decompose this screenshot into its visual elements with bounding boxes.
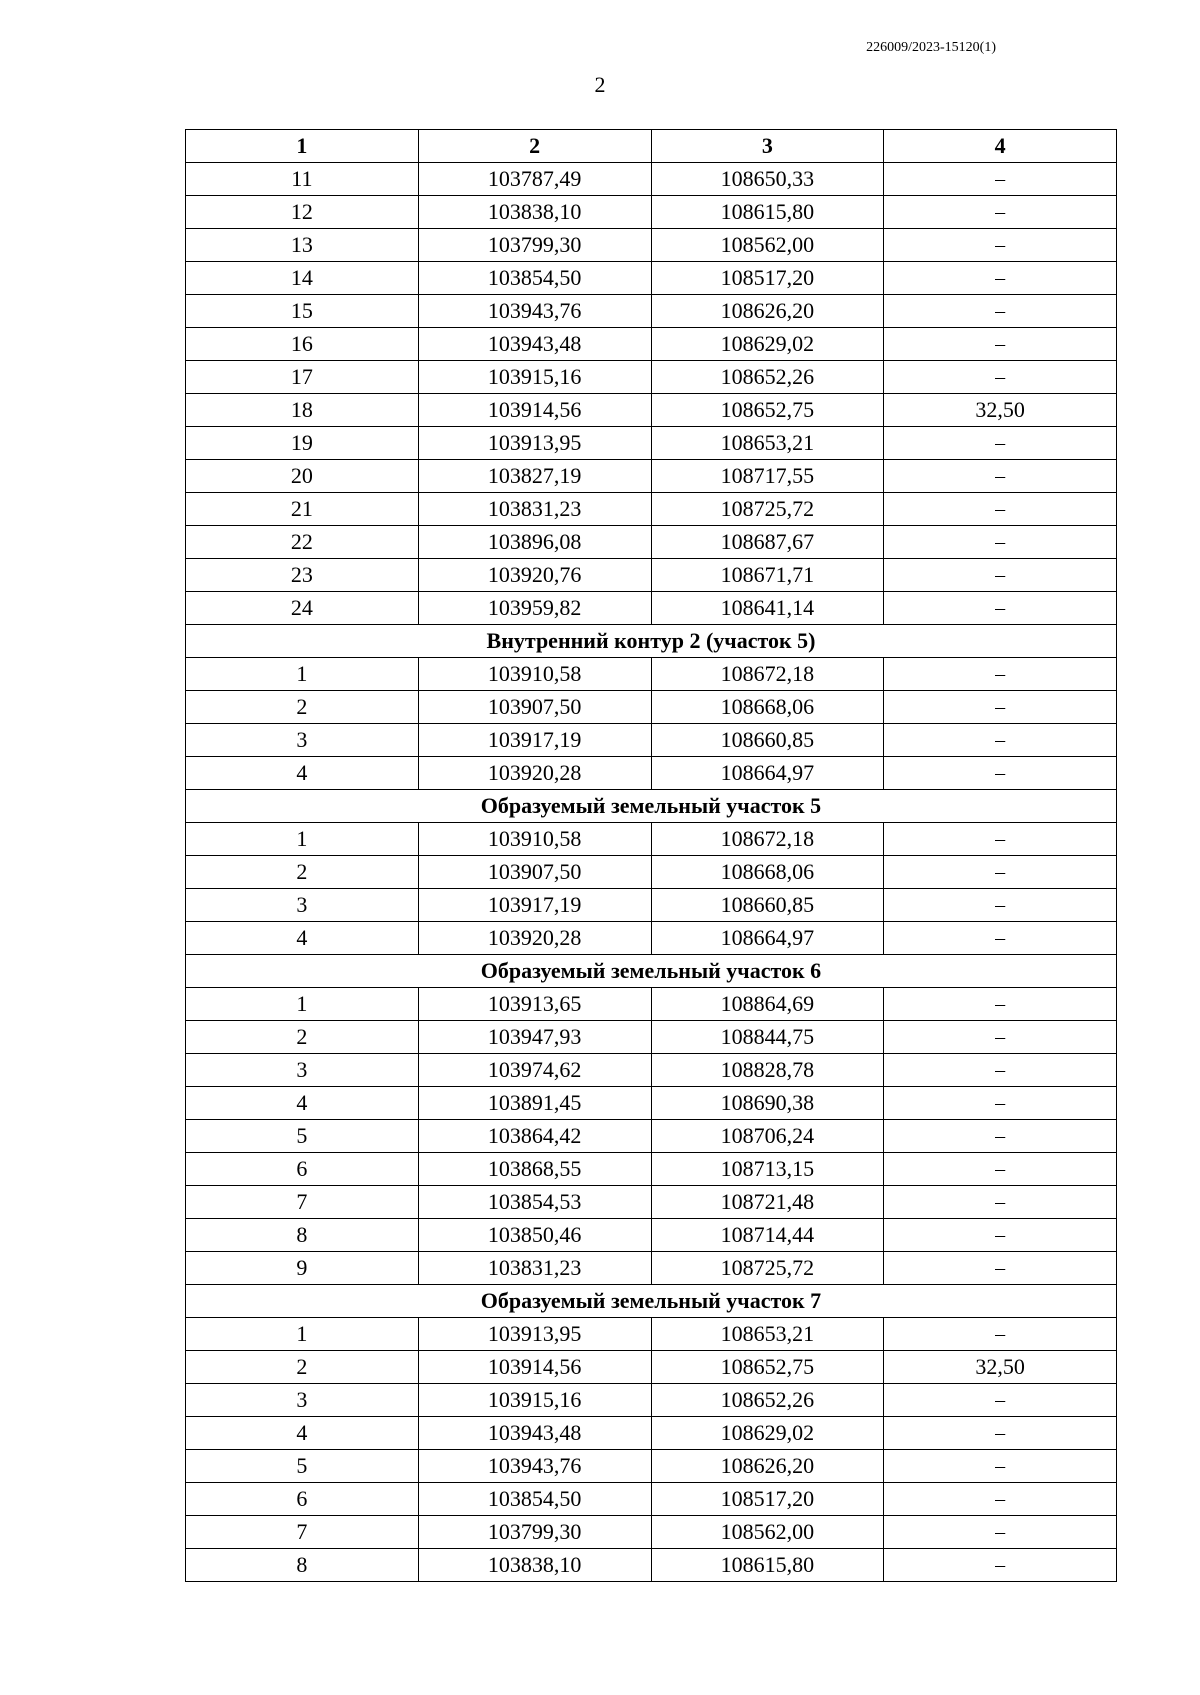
point-number-cell: 22	[186, 526, 419, 559]
section-title: Образуемый земельный участок 6	[186, 955, 1117, 988]
column-4-cell: –	[884, 1021, 1117, 1054]
point-number-cell: 7	[186, 1186, 419, 1219]
column-4-cell: –	[884, 691, 1117, 724]
x-coordinate-cell: 103907,50	[418, 691, 651, 724]
y-coordinate-cell: 108690,38	[651, 1087, 884, 1120]
column-4-cell: –	[884, 295, 1117, 328]
section-title-row	[186, 955, 1117, 988]
column-4-cell: –	[884, 1384, 1117, 1417]
section-title-row	[186, 1285, 1117, 1318]
column-4-cell: –	[884, 1318, 1117, 1351]
y-coordinate-cell: 108713,15	[651, 1153, 884, 1186]
table-row	[186, 1384, 1117, 1417]
point-number-cell: 1	[186, 1318, 419, 1351]
point-number-cell: 6	[186, 1153, 419, 1186]
table-row	[186, 1021, 1117, 1054]
y-coordinate-cell: 108629,02	[651, 328, 884, 361]
x-coordinate-cell: 103854,50	[418, 262, 651, 295]
point-number-cell: 5	[186, 1120, 419, 1153]
column-4-cell: –	[884, 592, 1117, 625]
point-number-cell: 3	[186, 1054, 419, 1087]
point-number-cell: 6	[186, 1483, 419, 1516]
y-coordinate-cell: 108664,97	[651, 757, 884, 790]
column-4-cell: –	[884, 1483, 1117, 1516]
page-number: 2	[594, 72, 606, 97]
table-row	[186, 1252, 1117, 1285]
x-coordinate-cell: 103864,42	[418, 1120, 651, 1153]
x-coordinate-cell: 103831,23	[418, 1252, 651, 1285]
x-coordinate-cell: 103910,58	[418, 658, 651, 691]
x-coordinate-cell: 103854,53	[418, 1186, 651, 1219]
column-4-cell: –	[884, 262, 1117, 295]
table-body	[186, 163, 1117, 1582]
table-row	[186, 691, 1117, 724]
y-coordinate-cell: 108672,18	[651, 823, 884, 856]
point-number-cell: 23	[186, 559, 419, 592]
table-row	[186, 493, 1117, 526]
x-coordinate-cell: 103787,49	[418, 163, 651, 196]
column-4-cell: –	[884, 1087, 1117, 1120]
point-number-cell: 24	[186, 592, 419, 625]
point-number-cell: 4	[186, 757, 419, 790]
point-number-cell: 7	[186, 1516, 419, 1549]
column-4-cell: –	[884, 757, 1117, 790]
point-number-cell: 17	[186, 361, 419, 394]
x-coordinate-cell: 103917,19	[418, 889, 651, 922]
table-row	[186, 592, 1117, 625]
y-coordinate-cell: 108517,20	[651, 1483, 884, 1516]
column-4-cell: –	[884, 229, 1117, 262]
table-row	[186, 361, 1117, 394]
column-4-cell: –	[884, 526, 1117, 559]
y-coordinate-cell: 108652,75	[651, 394, 884, 427]
y-coordinate-cell: 108517,20	[651, 262, 884, 295]
document-number: 226009/2023-15120(1)	[866, 40, 996, 55]
point-number-cell: 9	[186, 1252, 419, 1285]
y-coordinate-cell: 108672,18	[651, 658, 884, 691]
column-header-3: 3	[651, 130, 884, 163]
y-coordinate-cell: 108664,97	[651, 922, 884, 955]
table-row	[186, 1087, 1117, 1120]
section-title: Образуемый земельный участок 5	[186, 790, 1117, 823]
table-row	[186, 856, 1117, 889]
point-number-cell: 1	[186, 823, 419, 856]
y-coordinate-cell: 108626,20	[651, 1450, 884, 1483]
y-coordinate-cell: 108626,20	[651, 295, 884, 328]
table-row	[186, 1483, 1117, 1516]
table-row	[186, 1318, 1117, 1351]
x-coordinate-cell: 103891,45	[418, 1087, 651, 1120]
table-row	[186, 1516, 1117, 1549]
point-number-cell: 5	[186, 1450, 419, 1483]
x-coordinate-cell: 103913,95	[418, 1318, 651, 1351]
y-coordinate-cell: 108653,21	[651, 427, 884, 460]
table-row	[186, 922, 1117, 955]
table-row	[186, 559, 1117, 592]
coordinates-table	[185, 129, 1117, 1582]
point-number-cell: 19	[186, 427, 419, 460]
column-4-cell: –	[884, 328, 1117, 361]
table-row	[186, 229, 1117, 262]
table-row	[186, 1549, 1117, 1582]
table-row	[186, 163, 1117, 196]
x-coordinate-cell: 103920,76	[418, 559, 651, 592]
point-number-cell: 4	[186, 1087, 419, 1120]
x-coordinate-cell: 103913,95	[418, 427, 651, 460]
x-coordinate-cell: 103799,30	[418, 229, 651, 262]
x-coordinate-cell: 103914,56	[418, 394, 651, 427]
table-row	[186, 1186, 1117, 1219]
y-coordinate-cell: 108562,00	[651, 229, 884, 262]
table-row	[186, 757, 1117, 790]
y-coordinate-cell: 108725,72	[651, 493, 884, 526]
x-coordinate-cell: 103917,19	[418, 724, 651, 757]
y-coordinate-cell: 108668,06	[651, 856, 884, 889]
point-number-cell: 13	[186, 229, 419, 262]
y-coordinate-cell: 108650,33	[651, 163, 884, 196]
x-coordinate-cell: 103854,50	[418, 1483, 651, 1516]
table-row	[186, 460, 1117, 493]
point-number-cell: 16	[186, 328, 419, 361]
y-coordinate-cell: 108652,26	[651, 1384, 884, 1417]
column-4-cell: –	[884, 427, 1117, 460]
column-4-cell: –	[884, 889, 1117, 922]
table-row	[186, 328, 1117, 361]
point-number-cell: 14	[186, 262, 419, 295]
column-4-cell: –	[884, 1219, 1117, 1252]
x-coordinate-cell: 103838,10	[418, 1549, 651, 1582]
column-4-cell: –	[884, 988, 1117, 1021]
y-coordinate-cell: 108671,71	[651, 559, 884, 592]
x-coordinate-cell: 103943,48	[418, 328, 651, 361]
x-coordinate-cell: 103947,93	[418, 1021, 651, 1054]
table-row	[186, 1417, 1117, 1450]
point-number-cell: 2	[186, 856, 419, 889]
point-number-cell: 20	[186, 460, 419, 493]
section-title: Образуемый земельный участок 7	[186, 1285, 1117, 1318]
x-coordinate-cell: 103896,08	[418, 526, 651, 559]
y-coordinate-cell: 108714,44	[651, 1219, 884, 1252]
y-coordinate-cell: 108660,85	[651, 889, 884, 922]
x-coordinate-cell: 103915,16	[418, 1384, 651, 1417]
column-4-cell: –	[884, 1516, 1117, 1549]
table-header-row	[186, 130, 1117, 163]
y-coordinate-cell: 108629,02	[651, 1417, 884, 1450]
table-row	[186, 1153, 1117, 1186]
x-coordinate-cell: 103868,55	[418, 1153, 651, 1186]
column-4-cell: –	[884, 922, 1117, 955]
x-coordinate-cell: 103914,56	[418, 1351, 651, 1384]
y-coordinate-cell: 108615,80	[651, 196, 884, 229]
column-header-4: 4	[884, 130, 1117, 163]
column-4-cell: –	[884, 823, 1117, 856]
column-4-cell: –	[884, 1252, 1117, 1285]
y-coordinate-cell: 108652,26	[651, 361, 884, 394]
x-coordinate-cell: 103920,28	[418, 757, 651, 790]
x-coordinate-cell: 103838,10	[418, 196, 651, 229]
column-4-cell: 32,50	[884, 1351, 1117, 1384]
table-row	[186, 823, 1117, 856]
y-coordinate-cell: 108828,78	[651, 1054, 884, 1087]
point-number-cell: 8	[186, 1219, 419, 1252]
section-title: Внутренний контур 2 (участок 5)	[186, 625, 1117, 658]
x-coordinate-cell: 103974,62	[418, 1054, 651, 1087]
column-header-1: 1	[186, 130, 419, 163]
column-4-cell: –	[884, 1186, 1117, 1219]
table-row	[186, 1120, 1117, 1153]
column-4-cell: –	[884, 1417, 1117, 1450]
y-coordinate-cell: 108615,80	[651, 1549, 884, 1582]
column-header-2: 2	[418, 130, 651, 163]
column-4-cell: –	[884, 1549, 1117, 1582]
x-coordinate-cell: 103920,28	[418, 922, 651, 955]
x-coordinate-cell: 103913,65	[418, 988, 651, 1021]
column-4-cell: –	[884, 724, 1117, 757]
x-coordinate-cell: 103799,30	[418, 1516, 651, 1549]
column-4-cell: –	[884, 1153, 1117, 1186]
column-4-cell: –	[884, 1120, 1117, 1153]
x-coordinate-cell: 103915,16	[418, 361, 651, 394]
y-coordinate-cell: 108653,21	[651, 1318, 884, 1351]
section-title-row	[186, 790, 1117, 823]
y-coordinate-cell: 108652,75	[651, 1351, 884, 1384]
y-coordinate-cell: 108725,72	[651, 1252, 884, 1285]
y-coordinate-cell: 108717,55	[651, 460, 884, 493]
column-4-cell: –	[884, 361, 1117, 394]
x-coordinate-cell: 103910,58	[418, 823, 651, 856]
x-coordinate-cell: 103831,23	[418, 493, 651, 526]
column-4-cell: 32,50	[884, 394, 1117, 427]
column-4-cell: –	[884, 1054, 1117, 1087]
y-coordinate-cell: 108641,14	[651, 592, 884, 625]
table-row	[186, 394, 1117, 427]
table-row	[186, 196, 1117, 229]
column-4-cell: –	[884, 559, 1117, 592]
point-number-cell: 2	[186, 1351, 419, 1384]
column-4-cell: –	[884, 1450, 1117, 1483]
point-number-cell: 1	[186, 988, 419, 1021]
point-number-cell: 3	[186, 1384, 419, 1417]
point-number-cell: 18	[186, 394, 419, 427]
x-coordinate-cell: 103827,19	[418, 460, 651, 493]
table-row	[186, 658, 1117, 691]
table-row	[186, 724, 1117, 757]
y-coordinate-cell: 108864,69	[651, 988, 884, 1021]
table-row	[186, 988, 1117, 1021]
point-number-cell: 11	[186, 163, 419, 196]
point-number-cell: 4	[186, 922, 419, 955]
column-4-cell: –	[884, 493, 1117, 526]
point-number-cell: 2	[186, 691, 419, 724]
table-row	[186, 889, 1117, 922]
table-row	[186, 295, 1117, 328]
table-row	[186, 1351, 1117, 1384]
table-row	[186, 1054, 1117, 1087]
y-coordinate-cell: 108660,85	[651, 724, 884, 757]
column-4-cell: –	[884, 658, 1117, 691]
point-number-cell: 4	[186, 1417, 419, 1450]
column-4-cell: –	[884, 856, 1117, 889]
x-coordinate-cell: 103959,82	[418, 592, 651, 625]
point-number-cell: 15	[186, 295, 419, 328]
x-coordinate-cell: 103943,76	[418, 1450, 651, 1483]
table-row	[186, 1450, 1117, 1483]
x-coordinate-cell: 103907,50	[418, 856, 651, 889]
point-number-cell: 3	[186, 724, 419, 757]
section-title-row	[186, 625, 1117, 658]
y-coordinate-cell: 108706,24	[651, 1120, 884, 1153]
x-coordinate-cell: 103850,46	[418, 1219, 651, 1252]
y-coordinate-cell: 108562,00	[651, 1516, 884, 1549]
point-number-cell: 1	[186, 658, 419, 691]
column-4-cell: –	[884, 163, 1117, 196]
point-number-cell: 12	[186, 196, 419, 229]
y-coordinate-cell: 108844,75	[651, 1021, 884, 1054]
table-row	[186, 526, 1117, 559]
x-coordinate-cell: 103943,76	[418, 295, 651, 328]
x-coordinate-cell: 103943,48	[418, 1417, 651, 1450]
point-number-cell: 2	[186, 1021, 419, 1054]
table-row	[186, 427, 1117, 460]
table-row	[186, 1219, 1117, 1252]
column-4-cell: –	[884, 460, 1117, 493]
column-4-cell: –	[884, 196, 1117, 229]
point-number-cell: 3	[186, 889, 419, 922]
table-row	[186, 262, 1117, 295]
y-coordinate-cell: 108668,06	[651, 691, 884, 724]
y-coordinate-cell: 108687,67	[651, 526, 884, 559]
point-number-cell: 8	[186, 1549, 419, 1582]
point-number-cell: 21	[186, 493, 419, 526]
y-coordinate-cell: 108721,48	[651, 1186, 884, 1219]
